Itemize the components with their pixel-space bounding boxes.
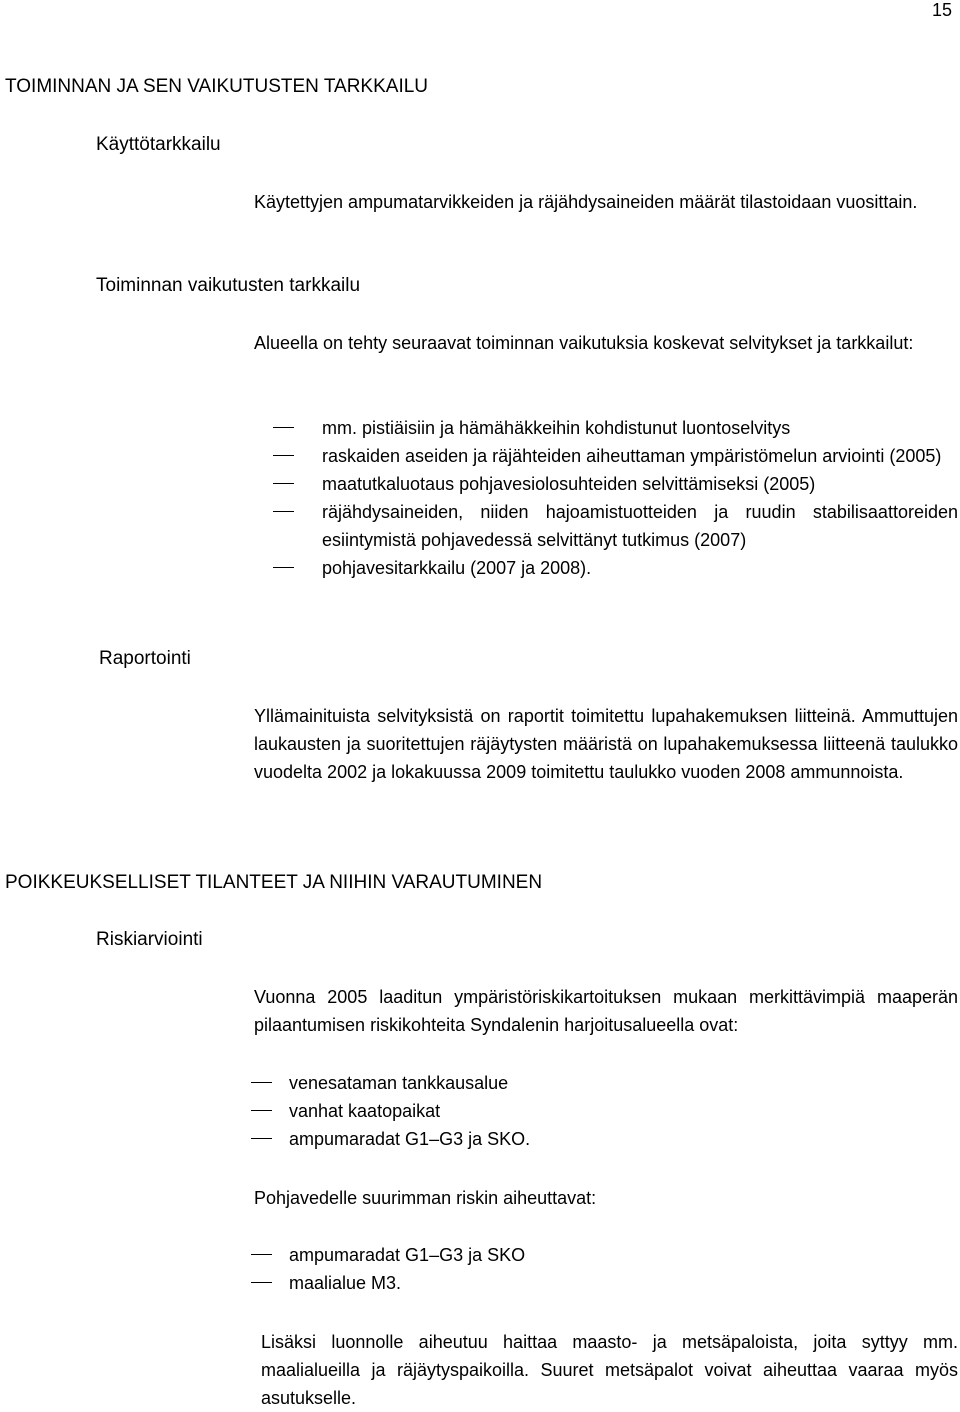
paragraph-risk-intro: Vuonna 2005 laaditun ympäristöriskikartoituksen mukaan merkittävimpiä maaperän pilaantumisen riskikohteita Syndalenin harjoitusalueella ovat:: [254, 987, 958, 1035]
subheading-kayttotarkkailu: Käyttötarkkailu: [96, 134, 221, 155]
dash-bullet: [251, 1110, 272, 1111]
page-number: 15: [931, 0, 952, 20]
list-item: [289, 1125, 958, 1153]
list-item: [322, 498, 958, 554]
dash-bullet: [273, 427, 294, 428]
list-item-text: pohjavesitarkkailu (2007 ja 2008).: [322, 558, 592, 578]
section-heading-monitoring: TOIMINNAN JA SEN VAIKUTUSTEN TARKKAILU: [5, 76, 429, 97]
risk-sites-list: [289, 1069, 958, 1153]
dash-bullet: [251, 1254, 272, 1255]
survey-list: [322, 414, 958, 582]
subheading-vaikutusten-tarkkailu: Toiminnan vaikutusten tarkkailu: [96, 275, 361, 296]
list-item: [322, 442, 958, 470]
list-item-text: venesataman tankkausalue: [289, 1073, 509, 1093]
list-item: [289, 1269, 958, 1297]
list-item-text: maalialue M3.: [289, 1273, 402, 1293]
list-item-text: ampumaradat G1–G3 ja SKO.: [289, 1129, 531, 1149]
dash-bullet: [273, 567, 294, 568]
list-item: [322, 470, 958, 498]
list-item: [289, 1069, 958, 1097]
list-item: [322, 554, 958, 582]
list-item-text: raskaiden aseiden ja räjähteiden aiheuttaman ympäristömelun arviointi (2005): [322, 446, 942, 466]
list-item-text: vanhat kaatopaikat: [289, 1101, 441, 1121]
subheading-raportointi: Raportointi: [99, 648, 191, 669]
list-item: [289, 1097, 958, 1125]
paragraph-groundwater-intro: Pohjavedelle suurimman riskin aiheuttavat:: [254, 1188, 597, 1208]
dash-bullet: [273, 483, 294, 484]
dash-bullet: [273, 511, 294, 512]
dash-bullet: [251, 1082, 272, 1083]
list-item: [289, 1241, 958, 1269]
list-item-text: räjähdysaineiden, niiden hajoamistuotteiden ja ruudin stabilisaattoreiden esiintymistä pohjavedessä selvittänyt tutkimus (2007): [322, 502, 958, 550]
list-item-text: maatutkaluotaus pohjavesiolosuhteiden selvittämiseksi (2005): [322, 474, 816, 494]
list-item-text: mm. pistiäisiin ja hämähäkkeihin kohdistunut luontoselvitys: [322, 418, 791, 438]
paragraph-raportointi: Yllämainituista selvityksistä on raportit toimitettu lupahakemuksen liitteinä. Ammuttujen laukausten ja suoritettujen räjäytysten määristä on lupahakemuksessa liitteenä taulukko vuodelta 2002 ja lokakuussa 2009 toimitettu taulukko vuoden 2008 ammunnoista.: [254, 706, 958, 782]
dash-bullet: [273, 455, 294, 456]
list-item-text: ampumaradat G1–G3 ja SKO: [289, 1245, 526, 1265]
paragraph-vaikutusten-intro: Alueella on tehty seuraavat toiminnan vaikutuksia koskevat selvitykset ja tarkkailut:: [254, 333, 914, 353]
dash-bullet: [251, 1138, 272, 1139]
paragraph-kayttotarkkailu: Käytettyjen ampumatarvikkeiden ja räjähdysaineiden määrät tilastoidaan vuosittain.: [254, 192, 918, 212]
dash-bullet: [251, 1282, 272, 1283]
list-item: [322, 414, 958, 442]
paragraph-fire-risk: Lisäksi luonnolle aiheutuu haittaa maasto- ja metsäpaloista, joita syttyy mm. maalialueilla ja räjäytyspaikoilla. Suuret metsäpalot voivat aiheuttaa vaaraa myös asutukselle.: [261, 1332, 958, 1408]
section-heading-exceptional-situations: POIKKEUKSELLISET TILANTEET JA NIIHIN VARAUTUMINEN: [5, 872, 543, 893]
subheading-riskiarviointi: Riskiarviointi: [96, 929, 203, 950]
groundwater-risk-list: [289, 1241, 958, 1297]
